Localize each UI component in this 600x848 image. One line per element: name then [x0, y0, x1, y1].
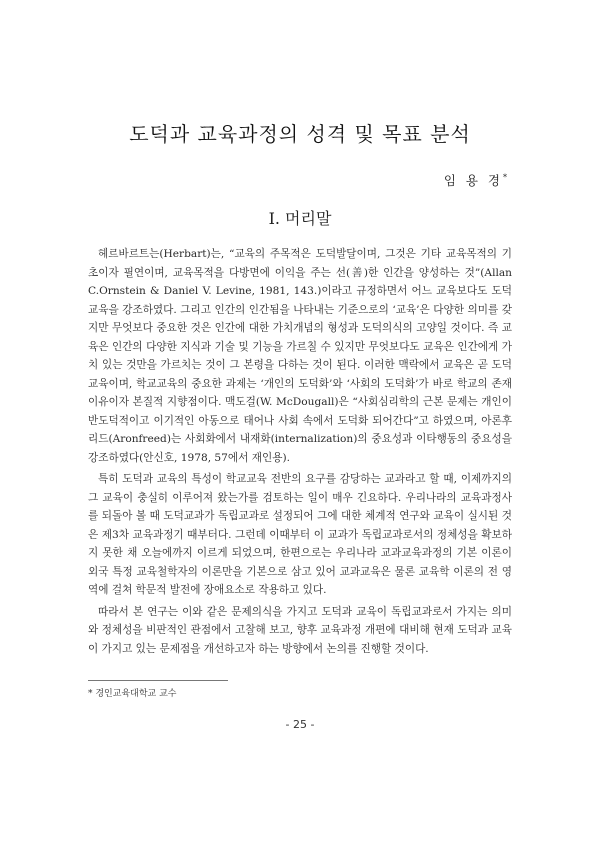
page-number: - 25 - — [285, 718, 315, 731]
paragraph-3: 따라서 본 연구는 이와 같은 문제의식을 가지고 도덕과 교육이 독립교과로서 가지는 의미와 정체성을 비판적인 관점에서 고찰해 보고, 향후 교육과정 개편에 대비해 현재 도덕과 교육이 가지고 있는 문제점을 개선하고자 하는 방향에서 논의를 진행할 것이다. — [88, 605, 512, 655]
section-heading: Ⅰ. 머리말 — [268, 209, 332, 228]
footnote: * 경인교육대학교 교수 — [88, 689, 177, 699]
paragraph-2: 특히 도덕과 교육의 특성이 학교교육 전반의 요구를 감당하는 교과라고 할 때, 이제까지의 그 교육이 충실히 이루어져 왔는가를 검토하는 일이 매우 긴요하다. 우리나라의 교육과정사를 되돌아 볼 때 도덕교과가 독립교과로 설정되어 그에 대한 체계적 연구와 교육이 실시된 것은 제3차 교육과정기 때부터다. 그런데 이때부터 이 교과가 독립교과로서의 정체성을 확보하지 못한 채 오늘에까지 이르게 되었으며, 한편으로는 우리나라 교과교육과정의 기본 이론이 외국 특정 교육철학자의 이론만을 기본으로 삼고 있어 교과교육은 물론 교육학 이론의 전 영역에 걸쳐 학문적 발전에 장애요소로 작용하고 있다. — [88, 473, 512, 596]
document-title: 도덕과 교육과정의 성격 및 목표 분석 — [129, 122, 471, 146]
body-text — [88, 245, 512, 661]
author-footnote-mark: * — [503, 172, 507, 182]
author-name — [444, 171, 507, 189]
paragraph-1: 헤르바르트는(Herbart)는, “교육의 주목적은 도덕발달이며, 그것은 기타 교육목적의 기초이자 필연이며, 교육목적을 다방면에 이익을 주는 선(善)한 인간을 양성하는 것”(Allan C.Ornstein & Daniel V. Levine, 1981, 143.)이라고 규정하면서 어느 교육보다도 도덕교육을 강조하였다. 그리고 인간의 인간됨을 나타내는 기준으로의 ‘교육’은 다양한 의미를 갖지만 무엇보다 중요한 것은 인간에 대한 가치개념의 형성과 도덕의식의 고양일 것이다. 즉 교육은 인간의 다양한 지식과 기술 및 기능을 가르칠 수 있지만 무엇보다도 교육은 인간에게 가치 있는 것만을 가르치는 것이 그 본령을 다하는 것이 된다. 이러한 맥락에서 교육은 곧 도덕교육이며, 학교교육의 중요한 과제는 ‘개인의 도덕화’와 ‘사회의 도덕화’가 바로 학교의 존재이유이자 본질적 지향점이다. 맥도걸(W. McDougall)은 “사회심리학의 근본 문제는 개인이 반도덕적이고 이기적인 아동으로 태어나 사회 속에서 도덕화 되어간다”고 하였으며, 아론후리드(Aronfreed)는 사회화에서 내재화(internalization)의 중요성과 이타행동의 중요성을 강조하였다(안신호, 1978, 57에서 재인용). — [88, 248, 512, 464]
author-name-text: 임 용 경 — [443, 173, 503, 188]
footnote-divider — [88, 680, 228, 681]
